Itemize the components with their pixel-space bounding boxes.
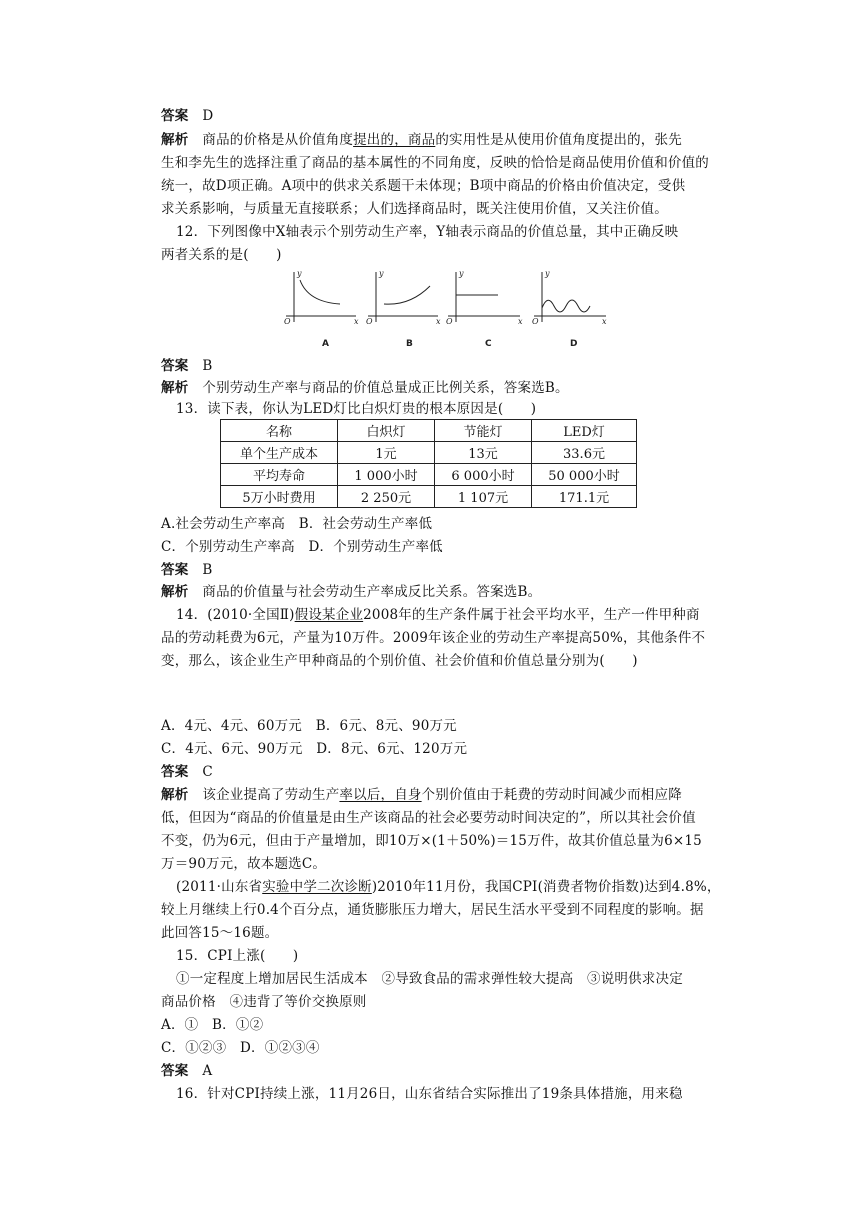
graph-d-x-label: x xyxy=(602,317,607,326)
question-14-line1: 14．(2010·全国Ⅱ)假设某企业2008年的生产条件属于社会平均水平，生产一件甲种商 xyxy=(176,607,700,623)
table-cell: 6 000小时 xyxy=(435,464,532,486)
explain-14-line2: 低，但因为“商品的价值量是由生产该商品的社会必要劳动时间决定的”，所以其社会价值 xyxy=(161,810,696,826)
table-cell: 2 250元 xyxy=(338,486,435,508)
answer-11: 答案 D xyxy=(161,108,214,124)
question-14-line3: 变，那么，该企业生产甲种商品的个别价值、社会价值和价值总量分别为( ) xyxy=(161,653,638,669)
table-row xyxy=(221,486,637,508)
table-row xyxy=(221,442,637,464)
table-header-row xyxy=(221,420,637,442)
graph-c-x-label: x xyxy=(518,317,523,326)
graph-b-origin: O xyxy=(366,317,373,326)
graphs-figure xyxy=(280,266,610,354)
table-cell: 33.6元 xyxy=(532,442,637,464)
material-line2: 较上月继续上行0.4个百分点，通货膨胀压力增大，居民生活水平受到不同程度的影响。据 xyxy=(161,902,704,918)
question-15: 15．CPI上涨( ) xyxy=(176,948,299,964)
material-line3: 此回答15～16题。 xyxy=(161,925,279,941)
explain-11-line2: 生和李先生的选择注重了商品的基本属性的不同角度，反映的恰恰是商品使用价值和价值的 xyxy=(161,155,709,171)
graph-a-origin: O xyxy=(284,317,291,326)
graph-b-y-label: y xyxy=(379,269,384,278)
table-cell: 5万小时费用 xyxy=(221,486,338,508)
table-cell: 单个生产成本 xyxy=(221,442,338,464)
graph-d-origin: O xyxy=(532,317,539,326)
table-row xyxy=(221,464,637,486)
answer-14: 答案 C xyxy=(161,764,213,780)
question-13: 13．读下表，你认为LED灯比白炽灯贵的根本原因是( ) xyxy=(176,401,537,417)
explain-11-line1: 解析 商品的价格是从价值角度提出的，商品的实用性是从使用价值角度提出的，张先 xyxy=(161,132,682,148)
explain-12: 解析 个别劳动生产率与商品的价值总量成正比例关系，答案选B。 xyxy=(161,380,569,396)
explain-13: 解析 商品的价值量与社会劳动生产率成反比关系。答案选B。 xyxy=(161,584,542,600)
q15-statements-1: ①一定程度上增加居民生活成本 ②导致食品的需求弹性较大提高 ③说明供求决定 xyxy=(176,971,683,987)
table-cell: 1 107元 xyxy=(435,486,532,508)
explain-11-line3: 统一，故D项正确。A项中的供求关系题干未体现；B项中商品的价格由价值决定，受供 xyxy=(161,178,686,194)
explain-14-line4: 万＝90万元，故本题选C。 xyxy=(161,856,327,872)
graph-a-caption: A xyxy=(322,339,329,349)
graph-c-origin: O xyxy=(446,317,453,326)
table-header: 节能灯 xyxy=(435,420,532,442)
graph-d-y-label: y xyxy=(545,269,550,278)
q13-options-2: C．个别劳动生产率高 D．个别劳动生产率低 xyxy=(161,539,443,555)
explain-11-line4: 求关系影响，与质量无直接联系；人们选择商品时，既关注使用价值，又关注价值。 xyxy=(161,201,668,217)
explain-14-line3: 不变，仍为6元，但由于产量增加，即10万×(1＋50%)＝15万件，故其价值总量为6×15 xyxy=(161,833,702,849)
table-header: 名称 xyxy=(221,420,338,442)
answer-13: 答案 B xyxy=(161,562,213,578)
graph-b-x-label: x xyxy=(436,317,441,326)
graph-a-y-label: y xyxy=(297,269,302,278)
graph-c-y-label: y xyxy=(459,269,464,278)
q13-options-1: A.社会劳动生产率高 B．社会劳动生产率低 xyxy=(161,516,433,532)
table-cell: 171.1元 xyxy=(532,486,637,508)
question-14-line2: 品的劳动耗费为6元，产量为10万件。2009年该企业的劳动生产率提高50%，其他条件不 xyxy=(161,630,706,646)
q15-statements-2: 商品价格 ④违背了等价交换原则 xyxy=(161,994,367,1010)
graph-b-caption: B xyxy=(406,339,413,349)
question-16: 16．针对CPI持续上涨，11月26日，山东省结合实际推出了19条具体措施，用来稳 xyxy=(176,1086,683,1102)
table-header: LED灯 xyxy=(532,420,637,442)
graph-c-caption: C xyxy=(485,339,492,349)
table-cell: 50 000小时 xyxy=(532,464,637,486)
q15-options-1: A．① B．①② xyxy=(161,1017,264,1033)
question-12-line1: 12．下列图像中X轴表示个别劳动生产率，Y轴表示商品的价值总量，其中正确反映 xyxy=(176,224,679,240)
table-cell: 1 000小时 xyxy=(338,464,435,486)
graph-a-x-label: x xyxy=(354,317,359,326)
question-12-line2: 两者关系的是( ) xyxy=(161,247,282,263)
explain-14-line1: 解析 该企业提高了劳动生产率以后，自身个别价值由于耗费的劳动时间减少而相应降 xyxy=(161,787,682,803)
q14-options-2: C．4元、6元、90万元 D．8元、6元、120万元 xyxy=(161,741,468,757)
answer-12: 答案 B xyxy=(161,358,213,374)
material-line1: (2011·山东省实验中学二次诊断)2010年11月份，我国CPI(消费者物价指数)达到4.8%， xyxy=(176,879,721,895)
graph-b-curve xyxy=(384,286,430,304)
q15-options-2: C．①②③ D．①②③④ xyxy=(161,1040,320,1056)
q14-options-1: A．4元、4元、60万元 B．6元、8元、90万元 xyxy=(161,718,457,734)
comparison-table xyxy=(220,419,637,508)
graph-d-caption: D xyxy=(570,339,578,349)
answer-15: 答案 A xyxy=(161,1063,213,1079)
table-cell: 1元 xyxy=(338,442,435,464)
table-header: 白炽灯 xyxy=(338,420,435,442)
graph-d-curve xyxy=(542,300,590,312)
graph-a-curve xyxy=(300,280,340,304)
table-cell: 13元 xyxy=(435,442,532,464)
table-cell: 平均寿命 xyxy=(221,464,338,486)
